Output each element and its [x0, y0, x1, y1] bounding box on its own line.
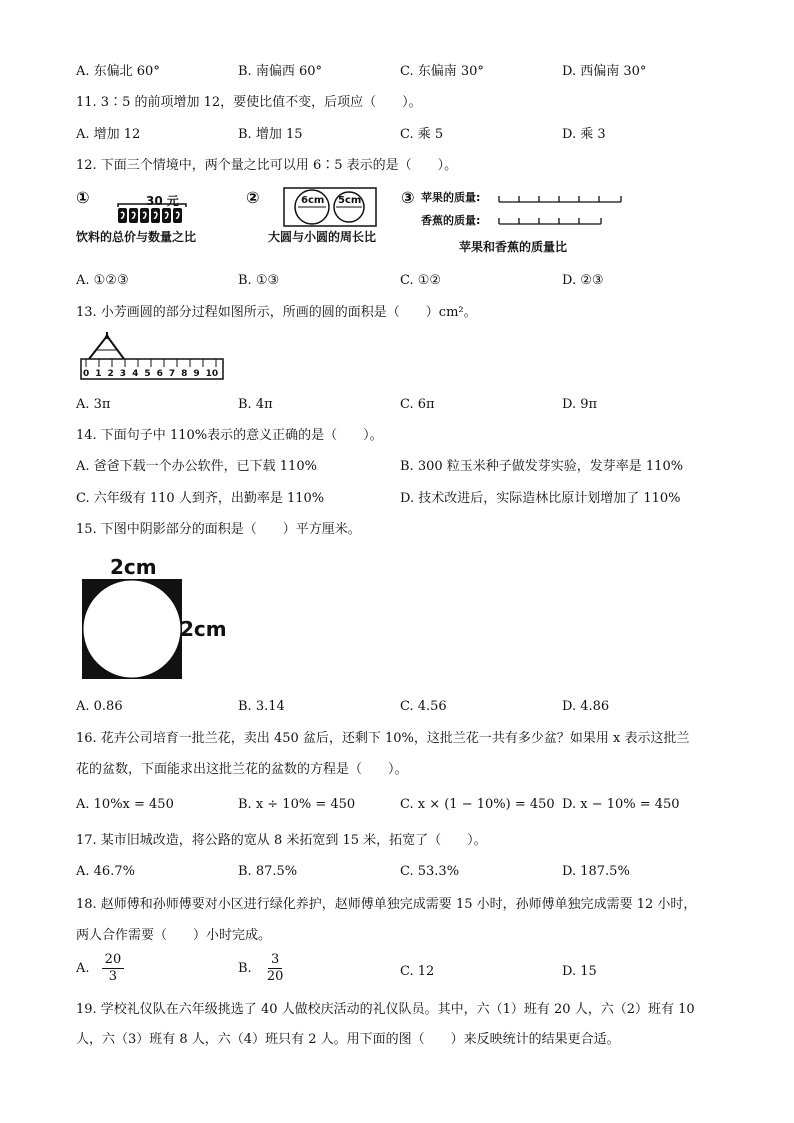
square-top-label: 2cm	[110, 555, 157, 579]
ruler-label: 10	[205, 369, 219, 379]
q17-question: 17. 某市旧城改造，将公路的宽从 8 米拓宽到 15 米，拓宽了（ ）。	[76, 833, 487, 848]
ruler-label: 3	[119, 369, 127, 379]
small-circle-label: 5cm	[338, 195, 362, 206]
q14-option-d: D. 技术改进后，实际造林比原计划增加了 110%	[400, 491, 681, 506]
q10-option-a: A. 东偏北 60°	[76, 64, 160, 79]
q17-option-b: B. 87.5%	[238, 864, 298, 879]
q11-option-d: D. 乘 3	[562, 127, 606, 142]
fraction-denominator: 3	[108, 969, 118, 984]
ruler-label: 4	[132, 369, 139, 379]
q13-question: 13. 小芳画圆的部分过程如图所示，所画的圆的面积是（ ）cm²。	[76, 305, 477, 320]
square-with-circle-icon	[80, 579, 184, 679]
q12-option-a: A. ①②③	[76, 273, 129, 288]
drinks-caption: 饮料的总价与数量之比	[76, 230, 197, 244]
q15-option-d: D. 4.86	[562, 699, 610, 714]
figure-number-3: ③	[401, 188, 415, 207]
q18-question-line1: 18. 赵师傅和孙师傅要对小区进行绿化养护，赵师傅单独完成需要 15 小时，孙师傅单独完成需要 12 小时，	[76, 897, 697, 912]
q15-shaded-square	[80, 555, 230, 680]
fraction-numerator: 20	[102, 952, 125, 969]
q16-option-b: B. x ÷ 10% = 450	[238, 797, 356, 812]
q12-figure-fruit	[401, 186, 641, 256]
figure-number-1: ①	[76, 188, 90, 207]
q10-option-d: D. 西偏南 30°	[562, 64, 647, 79]
ruler-label: 7	[168, 369, 176, 379]
ruler-label: 5	[144, 369, 151, 379]
drinks-price-label: 30 元	[146, 194, 179, 208]
ruler-label: 6	[156, 369, 163, 379]
q16-question-line1: 16. 花卉公司培育一批兰花，卖出 450 盆后，还剩下 10%，这批兰花一共有多少盆？如果用 x 表示这批兰	[76, 731, 690, 746]
q15-question: 15. 下图中阴影部分的面积是（ ）平方厘米。	[76, 522, 361, 537]
ruler-label: 2	[107, 369, 114, 379]
q18-option-c: C. 12	[400, 964, 435, 979]
q12-option-d: D. ②③	[562, 273, 604, 288]
ruler-label: 9	[193, 369, 200, 379]
q18-question-line2: 两人合作需要（ ）小时完成。	[76, 928, 272, 943]
q11-question: 11. 3∶5 的前项增加 12，要使比值不变，后项应（ ）。	[76, 95, 422, 110]
big-circle-label: 6cm	[301, 195, 325, 206]
q16-option-d: D. x − 10% = 450	[562, 797, 680, 812]
q14-question: 14. 下面句子中 110%表示的意义正确的是（ ）。	[76, 428, 383, 443]
q18-option-a-fraction	[102, 952, 125, 985]
q14-option-c: C. 六年级有 110 人到齐，出勤率是 110%	[76, 491, 325, 506]
q17-option-d: D. 187.5%	[562, 864, 630, 879]
ruler-label: 0	[83, 369, 90, 379]
ruler-label: 8	[181, 369, 188, 379]
q13-ruler-compass	[80, 332, 226, 382]
q11-option-a: A. 增加 12	[76, 127, 141, 142]
q11-option-c: C. 乘 5	[400, 127, 444, 142]
fraction-numerator: 3	[268, 952, 282, 969]
q12-figure-circles	[246, 186, 406, 256]
two-circles-icon	[246, 186, 406, 256]
q12-figure-drinks	[76, 186, 246, 256]
q15-option-c: C. 4.56	[400, 699, 447, 714]
ruler-label: 1	[95, 369, 102, 379]
q19-question-line1: 19. 学校礼仪队在六年级挑选了 40 人做校庆活动的礼仪队员。其中，六（1）班有 20 人，六（2）班有 10	[76, 1002, 695, 1017]
fruit-caption: 苹果和香蕉的质量比	[459, 240, 568, 254]
q13-option-c: C. 6π	[400, 397, 435, 412]
q18-option-d: D. 15	[562, 964, 597, 979]
q18-option-b-fraction	[264, 952, 287, 985]
q12-option-b: B. ①③	[238, 273, 280, 288]
banana-label: 香蕉的质量:	[421, 214, 481, 227]
q12-question: 12. 下面三个情境中，两个量之比可以用 6∶5 表示的是（ ）。	[76, 158, 458, 173]
q15-option-a: A. 0.86	[76, 699, 123, 714]
q16-option-c: C. x × (1 − 10%) = 450	[400, 797, 555, 812]
q12-option-c: C. ①②	[400, 273, 442, 288]
q10-option-b: B. 南偏西 60°	[238, 64, 322, 79]
fraction-denominator: 20	[266, 969, 284, 984]
q11-option-b: B. 增加 15	[238, 127, 303, 142]
q15-option-b: B. 3.14	[238, 699, 285, 714]
q14-option-a: A. 爸爸下载一个办公软件，已下载 110%	[76, 459, 317, 474]
q14-option-b: B. 300 粒玉米种子做发芽实验，发芽率是 110%	[400, 459, 684, 474]
q19-question-line2: 人，六（3）班有 8 人，六（4）班只有 2 人。用下面的图（ ）来反映统计的结果更合适。	[76, 1032, 620, 1047]
apple-label: 苹果的质量:	[421, 191, 481, 204]
q16-option-a: A. 10%x = 450	[76, 797, 174, 812]
q13-option-b: B. 4π	[238, 397, 273, 412]
circles-caption: 大圆与小圆的周长比	[268, 230, 377, 244]
q18-option-b-label: B.	[238, 961, 252, 976]
ruler-labels	[83, 369, 218, 379]
q18-option-a	[76, 952, 124, 985]
q10-option-c: C. 东偏南 30°	[400, 64, 484, 79]
square-side-label: 2cm	[180, 617, 227, 641]
q17-option-c: C. 53.3%	[400, 864, 460, 879]
q13-option-a: A. 3π	[76, 397, 111, 412]
q18-option-b	[238, 952, 286, 985]
figure-number-2: ②	[246, 188, 260, 207]
q18-option-a-label: A.	[76, 961, 90, 976]
drink-bottles-icon	[76, 186, 246, 256]
q13-option-d: D. 9π	[562, 397, 598, 412]
q17-option-a: A. 46.7%	[76, 864, 135, 879]
q16-question-line2: 花的盆数，下面能求出这批兰花的盆数的方程是（ ）。	[76, 762, 408, 777]
